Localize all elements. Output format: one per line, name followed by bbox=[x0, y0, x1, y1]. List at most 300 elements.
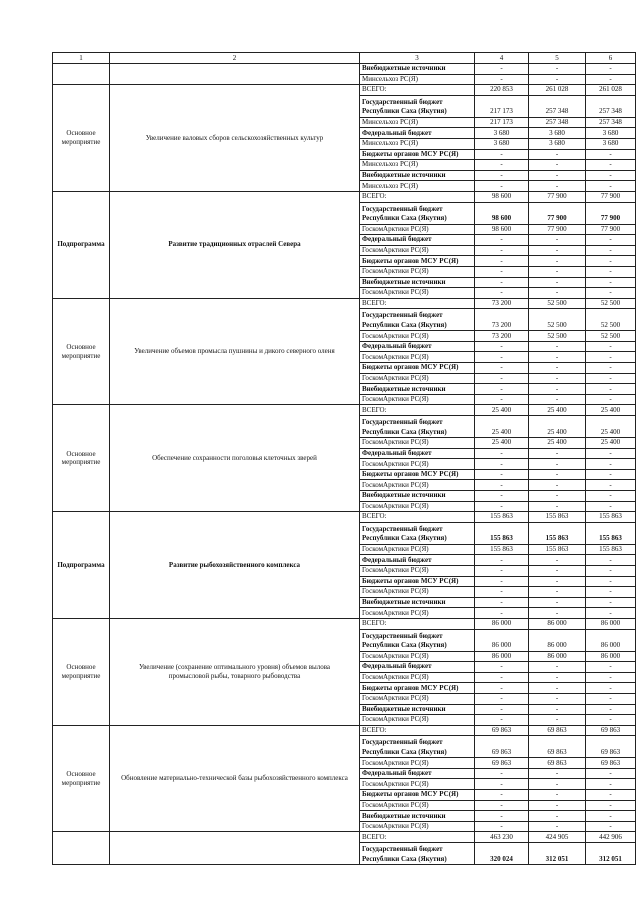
amount-cell: 155 863 bbox=[529, 544, 586, 555]
funding-source-label: Бюджеты органов МСУ РС(Я) bbox=[360, 790, 475, 801]
funding-source-label: Внебюджетные источники bbox=[360, 64, 475, 75]
amount-cell: - bbox=[475, 704, 529, 715]
funding-source-label: ВСЕГО: bbox=[360, 405, 475, 416]
amount-cell: 320 024 bbox=[475, 843, 529, 865]
amount-cell: 25 400 bbox=[529, 438, 586, 449]
amount-cell: - bbox=[529, 715, 586, 726]
amount-cell: 257 348 bbox=[586, 117, 636, 128]
amount-cell: 3 680 bbox=[529, 138, 586, 149]
amount-cell: - bbox=[529, 790, 586, 801]
program-name-cell bbox=[110, 64, 360, 85]
table-row bbox=[53, 405, 636, 416]
table-row bbox=[53, 191, 636, 202]
amount-cell: 257 348 bbox=[529, 95, 586, 117]
amount-cell: - bbox=[475, 587, 529, 598]
amount-cell: - bbox=[586, 256, 636, 267]
amount-cell: - bbox=[586, 768, 636, 779]
program-name-cell: Развитие рыбохозяйственного комплекса bbox=[110, 512, 360, 619]
amount-cell: 52 500 bbox=[529, 309, 586, 331]
funding-source-label: Государственный бюджет Республики Саха (Якутия) bbox=[360, 416, 475, 438]
program-level-cell: Основное мероприятие bbox=[53, 725, 110, 832]
amount-cell: - bbox=[475, 288, 529, 299]
funding-source-label: ГоскомАрктики РС(Я) bbox=[360, 266, 475, 277]
funding-source-label: Внебюджетные источники bbox=[360, 811, 475, 822]
amount-cell: 155 863 bbox=[529, 522, 586, 544]
amount-cell: 257 348 bbox=[586, 95, 636, 117]
amount-cell: - bbox=[586, 704, 636, 715]
funding-source-label: ГоскомАрктики РС(Я) bbox=[360, 288, 475, 299]
amount-cell: - bbox=[475, 394, 529, 405]
amount-cell: 3 680 bbox=[586, 138, 636, 149]
amount-cell: - bbox=[529, 373, 586, 384]
funding-source-label: Минсельхоз РС(Я) bbox=[360, 181, 475, 192]
funding-source-label: Внебюджетные источники bbox=[360, 384, 475, 395]
amount-cell: 69 863 bbox=[475, 736, 529, 758]
amount-cell: - bbox=[586, 160, 636, 171]
funding-source-label: Внебюджетные источники bbox=[360, 170, 475, 181]
amount-cell: - bbox=[475, 693, 529, 704]
amount-cell: - bbox=[475, 480, 529, 491]
amount-cell: - bbox=[475, 64, 529, 75]
amount-cell: - bbox=[586, 448, 636, 459]
amount-cell: - bbox=[475, 821, 529, 832]
amount-cell: 86 000 bbox=[475, 618, 529, 629]
amount-cell: - bbox=[586, 459, 636, 470]
amount-cell: - bbox=[529, 74, 586, 85]
amount-cell: - bbox=[529, 704, 586, 715]
amount-cell: - bbox=[475, 811, 529, 822]
amount-cell: 261 028 bbox=[529, 85, 586, 96]
program-level-cell bbox=[53, 64, 110, 85]
amount-cell: - bbox=[586, 597, 636, 608]
amount-cell: - bbox=[586, 341, 636, 352]
funding-source-label: Федеральный бюджет bbox=[360, 768, 475, 779]
funding-source-label: Государственный бюджет Республики Саха (Якутия) bbox=[360, 95, 475, 117]
amount-cell: 86 000 bbox=[586, 629, 636, 651]
amount-cell: 25 400 bbox=[475, 438, 529, 449]
amount-cell: - bbox=[586, 715, 636, 726]
amount-cell: 52 500 bbox=[586, 331, 636, 342]
funding-source-label: Бюджеты органов МСУ РС(Я) bbox=[360, 256, 475, 267]
amount-cell: - bbox=[475, 715, 529, 726]
amount-cell: 77 900 bbox=[586, 191, 636, 202]
amount-cell: - bbox=[586, 790, 636, 801]
funding-source-label: Федеральный бюджет bbox=[360, 341, 475, 352]
amount-cell: 69 863 bbox=[529, 736, 586, 758]
funding-source-label: Государственный бюджет Республики Саха (Якутия) bbox=[360, 202, 475, 224]
amount-cell: 77 900 bbox=[529, 202, 586, 224]
column-number: 2 bbox=[110, 53, 360, 64]
program-level-cell: Основное мероприятие bbox=[53, 618, 110, 725]
funding-source-label: Минсельхоз РС(Я) bbox=[360, 160, 475, 171]
amount-cell: - bbox=[475, 768, 529, 779]
amount-cell: - bbox=[529, 64, 586, 75]
amount-cell: - bbox=[475, 597, 529, 608]
table-row bbox=[53, 85, 636, 96]
amount-cell: 25 400 bbox=[475, 405, 529, 416]
program-name-cell: Обеспечение сохранности поголовья клеточных зверей bbox=[110, 405, 360, 512]
funding-source-label: ГоскомАрктики РС(Я) bbox=[360, 352, 475, 363]
amount-cell: - bbox=[586, 811, 636, 822]
table-row bbox=[53, 64, 636, 75]
funding-source-label: ГоскомАрктики РС(Я) bbox=[360, 608, 475, 619]
amount-cell: - bbox=[586, 491, 636, 502]
funding-source-label: ГоскомАрктики РС(Я) bbox=[360, 394, 475, 405]
funding-source-label: Минсельхоз РС(Я) bbox=[360, 138, 475, 149]
amount-cell: 463 230 bbox=[475, 832, 529, 843]
funding-source-label: ГоскомАрктики РС(Я) bbox=[360, 331, 475, 342]
amount-cell: - bbox=[529, 235, 586, 246]
amount-cell: 69 863 bbox=[475, 725, 529, 736]
amount-cell: 155 863 bbox=[475, 522, 529, 544]
column-number: 5 bbox=[529, 53, 586, 64]
funding-source-label: Государственный бюджет Республики Саха (Якутия) bbox=[360, 629, 475, 651]
amount-cell: - bbox=[586, 576, 636, 587]
amount-cell: 73 200 bbox=[475, 309, 529, 331]
amount-cell: - bbox=[475, 683, 529, 694]
amount-cell: - bbox=[529, 811, 586, 822]
amount-cell: - bbox=[529, 608, 586, 619]
funding-source-label: Бюджеты органов МСУ РС(Я) bbox=[360, 469, 475, 480]
amount-cell: - bbox=[475, 149, 529, 160]
funding-source-label: Внебюджетные источники bbox=[360, 277, 475, 288]
amount-cell: - bbox=[529, 448, 586, 459]
funding-source-label: ГоскомАрктики РС(Я) bbox=[360, 800, 475, 811]
funding-source-label: ГоскомАрктики РС(Я) bbox=[360, 651, 475, 662]
amount-cell: 424 905 bbox=[529, 832, 586, 843]
funding-source-label: ГоскомАрктики РС(Я) bbox=[360, 821, 475, 832]
funding-source-label: ВСЕГО: bbox=[360, 618, 475, 629]
amount-cell: 312 051 bbox=[529, 843, 586, 865]
column-number: 1 bbox=[53, 53, 110, 64]
amount-cell: - bbox=[586, 480, 636, 491]
amount-cell: - bbox=[475, 555, 529, 566]
amount-cell: - bbox=[529, 149, 586, 160]
amount-cell: 69 863 bbox=[586, 736, 636, 758]
amount-cell: 73 200 bbox=[475, 298, 529, 309]
amount-cell: - bbox=[475, 160, 529, 171]
amount-cell: - bbox=[475, 469, 529, 480]
amount-cell: - bbox=[529, 555, 586, 566]
amount-cell: 98 600 bbox=[475, 191, 529, 202]
program-name-cell: Увеличение (сохранение оптимального уровня) объемов вылова промысловой рыбы, товарного рыбоводства bbox=[110, 618, 360, 725]
amount-cell: 86 000 bbox=[529, 651, 586, 662]
amount-cell: - bbox=[529, 693, 586, 704]
amount-cell: - bbox=[475, 245, 529, 256]
amount-cell: 25 400 bbox=[586, 405, 636, 416]
amount-cell: 217 173 bbox=[475, 117, 529, 128]
program-name-cell: Увеличение валовых сборов сельскохозяйственных культур bbox=[110, 85, 360, 192]
amount-cell: - bbox=[586, 277, 636, 288]
amount-cell: 25 400 bbox=[475, 416, 529, 438]
amount-cell: - bbox=[529, 576, 586, 587]
amount-cell: - bbox=[586, 693, 636, 704]
column-number: 4 bbox=[475, 53, 529, 64]
amount-cell: - bbox=[586, 555, 636, 566]
table-row bbox=[53, 512, 636, 523]
amount-cell: - bbox=[529, 469, 586, 480]
funding-source-label: ВСЕГО: bbox=[360, 725, 475, 736]
amount-cell: - bbox=[586, 149, 636, 160]
amount-cell: 77 900 bbox=[529, 224, 586, 235]
amount-cell: 98 600 bbox=[475, 202, 529, 224]
funding-source-label: Бюджеты органов МСУ РС(Я) bbox=[360, 683, 475, 694]
program-name-cell: Увеличение объемов промысла пушнины и дикого северного оленя bbox=[110, 298, 360, 405]
amount-cell: - bbox=[529, 160, 586, 171]
amount-cell: 155 863 bbox=[586, 522, 636, 544]
amount-cell: - bbox=[475, 491, 529, 502]
amount-cell: - bbox=[475, 662, 529, 673]
funding-source-label: Государственный бюджет Республики Саха (Якутия) bbox=[360, 843, 475, 865]
funding-source-label: Внебюджетные источники bbox=[360, 491, 475, 502]
table-row bbox=[53, 725, 636, 736]
funding-source-label: ВСЕГО: bbox=[360, 85, 475, 96]
funding-source-label: Федеральный бюджет bbox=[360, 235, 475, 246]
program-level-cell: Подпрограмма bbox=[53, 191, 110, 298]
amount-cell: - bbox=[529, 288, 586, 299]
amount-cell: 52 500 bbox=[586, 298, 636, 309]
amount-cell: 86 000 bbox=[586, 618, 636, 629]
amount-cell: - bbox=[586, 74, 636, 85]
program-level-cell bbox=[53, 832, 110, 865]
amount-cell: - bbox=[529, 384, 586, 395]
amount-cell: 155 863 bbox=[586, 544, 636, 555]
amount-cell: 25 400 bbox=[586, 416, 636, 438]
amount-cell: - bbox=[586, 266, 636, 277]
amount-cell: 155 863 bbox=[586, 512, 636, 523]
amount-cell: - bbox=[475, 341, 529, 352]
table-row bbox=[53, 618, 636, 629]
amount-cell: 3 680 bbox=[475, 138, 529, 149]
amount-cell: - bbox=[586, 170, 636, 181]
amount-cell: - bbox=[529, 672, 586, 683]
amount-cell: - bbox=[475, 800, 529, 811]
program-level-cell: Основное мероприятие bbox=[53, 405, 110, 512]
amount-cell: - bbox=[586, 64, 636, 75]
amount-cell: - bbox=[586, 821, 636, 832]
amount-cell: - bbox=[586, 587, 636, 598]
funding-source-label: Федеральный бюджет bbox=[360, 448, 475, 459]
amount-cell: 69 863 bbox=[529, 758, 586, 769]
funding-source-label: ГоскомАрктики РС(Я) bbox=[360, 373, 475, 384]
amount-cell: - bbox=[475, 459, 529, 470]
funding-source-label: Бюджеты органов МСУ РС(Я) bbox=[360, 576, 475, 587]
funding-source-label: Минсельхоз РС(Я) bbox=[360, 74, 475, 85]
funding-source-label: ГоскомАрктики РС(Я) bbox=[360, 565, 475, 576]
amount-cell: 220 853 bbox=[475, 85, 529, 96]
amount-cell: - bbox=[475, 672, 529, 683]
amount-cell: 69 863 bbox=[586, 725, 636, 736]
amount-cell: 3 680 bbox=[586, 128, 636, 139]
amount-cell: 155 863 bbox=[529, 512, 586, 523]
amount-cell: 86 000 bbox=[529, 618, 586, 629]
funding-source-label: Внебюджетные источники bbox=[360, 597, 475, 608]
amount-cell: 442 906 bbox=[586, 832, 636, 843]
program-name-cell bbox=[110, 832, 360, 865]
funding-source-label: ГоскомАрктики РС(Я) bbox=[360, 245, 475, 256]
funding-source-label: ГоскомАрктики РС(Я) bbox=[360, 438, 475, 449]
funding-source-label: Бюджеты органов МСУ РС(Я) bbox=[360, 149, 475, 160]
amount-cell: - bbox=[529, 683, 586, 694]
amount-cell: - bbox=[529, 181, 586, 192]
table-row bbox=[53, 298, 636, 309]
amount-cell: - bbox=[529, 662, 586, 673]
amount-cell: 52 500 bbox=[529, 331, 586, 342]
amount-cell: - bbox=[475, 501, 529, 512]
amount-cell: 25 400 bbox=[529, 416, 586, 438]
amount-cell: 77 900 bbox=[586, 202, 636, 224]
amount-cell: 3 680 bbox=[475, 128, 529, 139]
funding-source-label: ГоскомАрктики РС(Я) bbox=[360, 544, 475, 555]
funding-source-label: ВСЕГО: bbox=[360, 298, 475, 309]
funding-source-label: Внебюджетные источники bbox=[360, 704, 475, 715]
amount-cell: - bbox=[586, 384, 636, 395]
program-name-cell: Обновление материально-технической базы рыбохозяйственного комплекса bbox=[110, 725, 360, 832]
amount-cell: - bbox=[586, 394, 636, 405]
column-number: 6 bbox=[586, 53, 636, 64]
funding-source-label: Бюджеты органов МСУ РС(Я) bbox=[360, 363, 475, 374]
amount-cell: 86 000 bbox=[529, 629, 586, 651]
amount-cell: 261 028 bbox=[586, 85, 636, 96]
budget-table-body bbox=[53, 53, 636, 865]
amount-cell: 155 863 bbox=[475, 544, 529, 555]
amount-cell: - bbox=[475, 256, 529, 267]
program-level-cell: Основное мероприятие bbox=[53, 85, 110, 192]
amount-cell: 69 863 bbox=[586, 758, 636, 769]
funding-source-label: Государственный бюджет Республики Саха (Якутия) bbox=[360, 736, 475, 758]
amount-cell: - bbox=[475, 384, 529, 395]
amount-cell: 52 500 bbox=[529, 298, 586, 309]
amount-cell: 77 900 bbox=[529, 191, 586, 202]
amount-cell: - bbox=[475, 608, 529, 619]
amount-cell: - bbox=[529, 565, 586, 576]
amount-cell: - bbox=[529, 768, 586, 779]
amount-cell: - bbox=[529, 245, 586, 256]
amount-cell: - bbox=[529, 459, 586, 470]
amount-cell: 312 051 bbox=[586, 843, 636, 865]
funding-source-label: Государственный бюджет Республики Саха (Якутия) bbox=[360, 522, 475, 544]
amount-cell: 25 400 bbox=[586, 438, 636, 449]
amount-cell: - bbox=[529, 266, 586, 277]
amount-cell: - bbox=[475, 235, 529, 246]
amount-cell: 73 200 bbox=[475, 331, 529, 342]
amount-cell: - bbox=[586, 363, 636, 374]
funding-source-label: Федеральный бюджет bbox=[360, 662, 475, 673]
amount-cell: - bbox=[475, 373, 529, 384]
amount-cell: 69 863 bbox=[475, 758, 529, 769]
program-level-cell: Основное мероприятие bbox=[53, 298, 110, 405]
amount-cell: - bbox=[529, 821, 586, 832]
amount-cell: - bbox=[586, 181, 636, 192]
column-number-row bbox=[53, 53, 636, 64]
funding-source-label: ВСЕГО: bbox=[360, 832, 475, 843]
amount-cell: - bbox=[475, 170, 529, 181]
amount-cell: - bbox=[529, 501, 586, 512]
funding-source-label: ГоскомАрктики РС(Я) bbox=[360, 672, 475, 683]
amount-cell: - bbox=[586, 779, 636, 790]
program-level-cell: Подпрограмма bbox=[53, 512, 110, 619]
amount-cell: - bbox=[586, 608, 636, 619]
amount-cell: - bbox=[475, 576, 529, 587]
amount-cell: - bbox=[529, 779, 586, 790]
amount-cell: - bbox=[586, 565, 636, 576]
amount-cell: - bbox=[529, 491, 586, 502]
amount-cell: - bbox=[529, 480, 586, 491]
amount-cell: - bbox=[475, 363, 529, 374]
amount-cell: - bbox=[475, 181, 529, 192]
program-name-cell: Развитие традиционных отраслей Севера bbox=[110, 191, 360, 298]
amount-cell: 98 600 bbox=[475, 224, 529, 235]
amount-cell: - bbox=[529, 597, 586, 608]
amount-cell: - bbox=[475, 352, 529, 363]
amount-cell: - bbox=[475, 448, 529, 459]
amount-cell: 86 000 bbox=[475, 651, 529, 662]
amount-cell: - bbox=[475, 277, 529, 288]
table-row bbox=[53, 832, 636, 843]
amount-cell: 69 863 bbox=[529, 725, 586, 736]
funding-source-label: ГоскомАрктики РС(Я) bbox=[360, 587, 475, 598]
funding-source-label: ГоскомАрктики РС(Я) bbox=[360, 459, 475, 470]
budget-table bbox=[52, 52, 636, 865]
amount-cell: 25 400 bbox=[529, 405, 586, 416]
amount-cell: - bbox=[586, 501, 636, 512]
amount-cell: 52 500 bbox=[586, 309, 636, 331]
funding-source-label: Федеральный бюджет bbox=[360, 128, 475, 139]
amount-cell: - bbox=[529, 256, 586, 267]
amount-cell: 217 173 bbox=[475, 95, 529, 117]
amount-cell: - bbox=[529, 352, 586, 363]
amount-cell: 155 863 bbox=[475, 512, 529, 523]
funding-source-label: Федеральный бюджет bbox=[360, 555, 475, 566]
amount-cell: - bbox=[475, 779, 529, 790]
amount-cell: 77 900 bbox=[586, 224, 636, 235]
amount-cell: - bbox=[529, 363, 586, 374]
funding-source-label: ГоскомАрктики РС(Я) bbox=[360, 224, 475, 235]
amount-cell: - bbox=[586, 469, 636, 480]
amount-cell: - bbox=[586, 683, 636, 694]
amount-cell: - bbox=[529, 800, 586, 811]
amount-cell: - bbox=[475, 266, 529, 277]
amount-cell: - bbox=[529, 277, 586, 288]
funding-source-label: ВСЕГО: bbox=[360, 191, 475, 202]
funding-source-label: ГоскомАрктики РС(Я) bbox=[360, 779, 475, 790]
amount-cell: 3 680 bbox=[529, 128, 586, 139]
amount-cell: - bbox=[586, 352, 636, 363]
amount-cell: - bbox=[529, 587, 586, 598]
amount-cell: - bbox=[475, 790, 529, 801]
funding-source-label: Государственный бюджет Республики Саха (Якутия) bbox=[360, 309, 475, 331]
amount-cell: - bbox=[586, 662, 636, 673]
funding-source-label: ГоскомАрктики РС(Я) bbox=[360, 480, 475, 491]
funding-source-label: ГоскомАрктики РС(Я) bbox=[360, 715, 475, 726]
amount-cell: - bbox=[529, 394, 586, 405]
amount-cell: - bbox=[475, 74, 529, 85]
column-number: 3 bbox=[360, 53, 475, 64]
amount-cell: - bbox=[586, 800, 636, 811]
amount-cell: 86 000 bbox=[586, 651, 636, 662]
amount-cell: - bbox=[586, 373, 636, 384]
funding-source-label: ВСЕГО: bbox=[360, 512, 475, 523]
funding-source-label: Минсельхоз РС(Я) bbox=[360, 117, 475, 128]
amount-cell: - bbox=[529, 341, 586, 352]
amount-cell: - bbox=[586, 672, 636, 683]
amount-cell: 257 348 bbox=[529, 117, 586, 128]
funding-source-label: ГоскомАрктики РС(Я) bbox=[360, 501, 475, 512]
amount-cell: - bbox=[586, 288, 636, 299]
amount-cell: - bbox=[475, 565, 529, 576]
amount-cell: - bbox=[529, 170, 586, 181]
funding-source-label: ГоскомАрктики РС(Я) bbox=[360, 758, 475, 769]
